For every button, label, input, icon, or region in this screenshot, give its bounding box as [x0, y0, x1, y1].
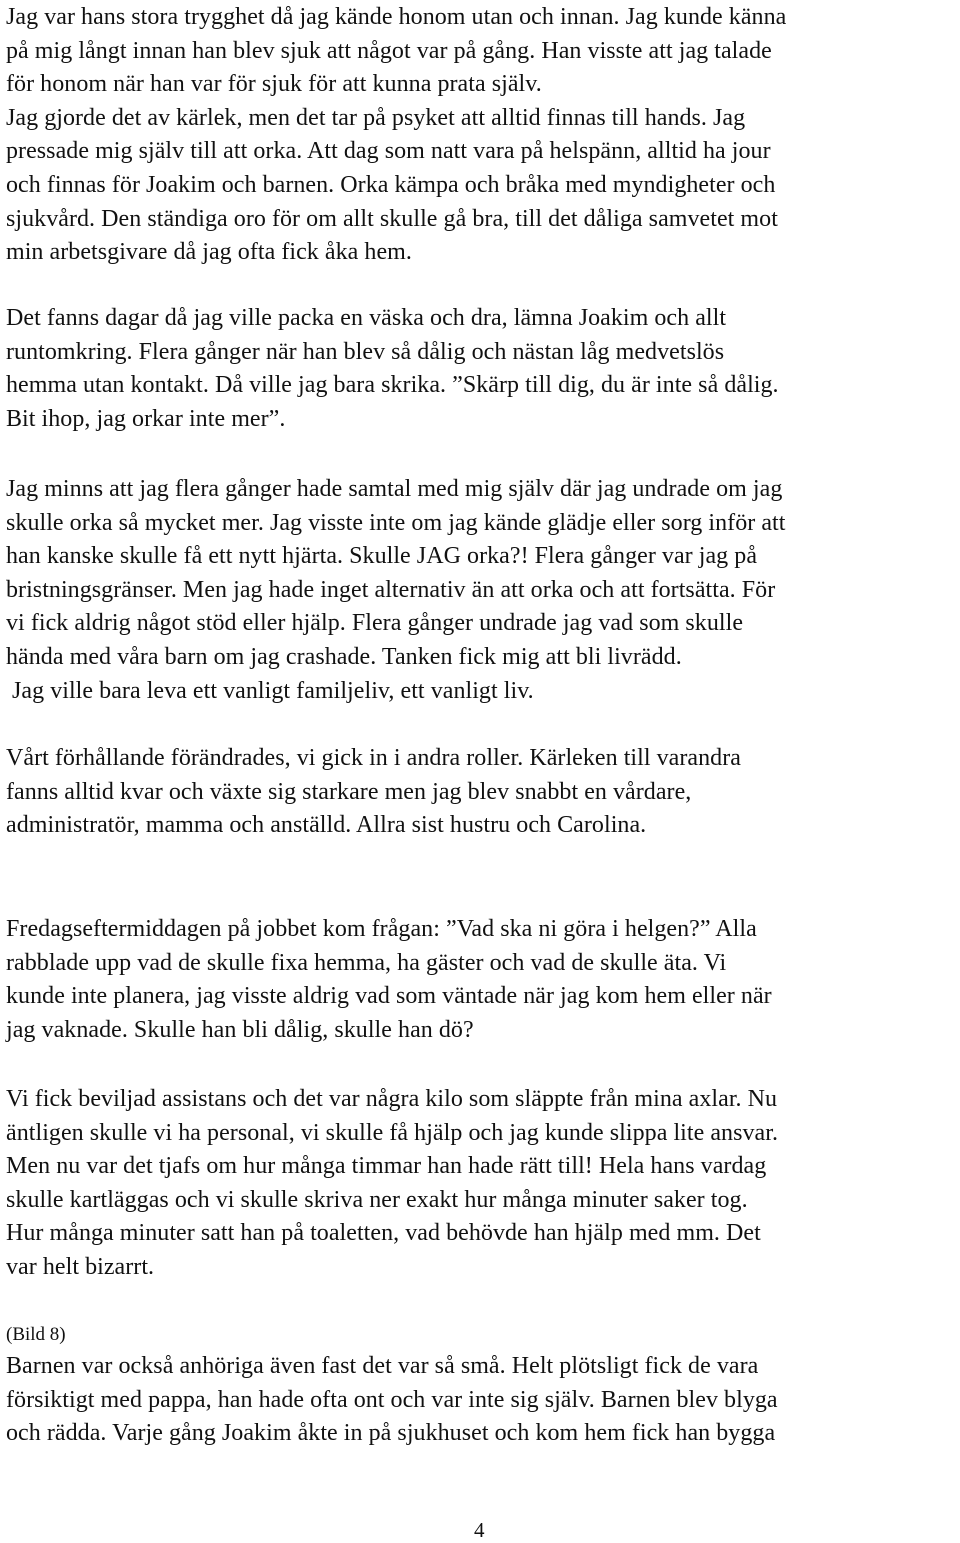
text-line: Vårt förhållande förändrades, vi gick in i andra roller. Kärleken till varandra — [6, 745, 741, 771]
text-line: Jag var hans stora trygghet då jag kände honom utan och innan. Jag kunde känna — [6, 4, 787, 30]
text-line: hemma utan kontakt. Då ville jag bara skrika. ”Skärp till dig, du är inte så dålig. — [6, 372, 779, 399]
paragraph — [6, 1, 956, 270]
text-line: bristningsgränser. Men jag hade inget alternativ än att orka och att fortsätta. För — [6, 576, 776, 603]
text-line: administratör, mamma och anställd. Allra sist hustru och Carolina. — [6, 812, 647, 839]
text-line: Barnen var också anhöriga även fast det var så små. Helt plötsligt fick de vara — [6, 1353, 759, 1379]
text-line: Jag minns att jag flera gånger hade samtal med mig själv där jag undrade om jag — [6, 476, 783, 502]
text-line: fanns alltid kvar och växte sig starkare men jag blev snabbt en vårdare, — [6, 778, 692, 805]
text-line: Jag gjorde det av kärlek, men det tar på psyket att alltid finnas till hands. Jag — [6, 104, 746, 131]
text-line: hända med våra barn om jag crashade. Tanken fick mig att bli livrädd. — [6, 643, 682, 670]
text-line: och rädda. Varje gång Joakim åkte in på sjukhuset och kom hem fick han bygga — [6, 1420, 776, 1447]
paragraph — [6, 742, 956, 843]
text-line: för honom när han var för sjuk för att kunna prata själv. — [6, 71, 542, 98]
text-line: vi fick aldrig något stöd eller hjälp. Flera gånger undrade jag vad som skulle — [6, 610, 744, 637]
text-line: kunde inte planera, jag visste aldrig vad som väntade när jag kom hem eller när — [6, 983, 772, 1010]
text-line: på mig långt innan han blev sjuk att något var på gång. Han visste att jag talade — [6, 37, 772, 64]
text-line: var helt bizarrt. — [6, 1253, 155, 1280]
text-line: runtomkring. Flera gånger när han blev så dålig och nästan låg medvetslös — [6, 338, 725, 365]
text-line: min arbetsgivare då jag ofta fick åka hem. — [6, 239, 412, 266]
paragraph — [6, 913, 956, 1047]
image-reference: (Bild 8) — [6, 1324, 66, 1345]
text-line: han kanske skulle få ett nytt hjärta. Skulle JAG orka?! Flera gånger var jag på — [6, 543, 758, 570]
text-line: Jag ville bara leva ett vanligt familjeliv, ett vanligt liv. — [12, 677, 534, 704]
text-line: äntligen skulle vi ha personal, vi skulle få hjälp och jag kunde slippa lite ansvar. — [6, 1119, 779, 1146]
text-line: försiktigt med pappa, han hade ofta ont och var inte sig själv. Barnen blev blyga — [6, 1386, 778, 1413]
page-number: 4 — [474, 1518, 485, 1542]
paragraph — [6, 1350, 956, 1451]
text-line: pressade mig själv till att orka. Att dag som natt vara på helspänn, alltid ha jour — [6, 138, 771, 165]
text-line: Det fanns dagar då jag ville packa en väska och dra, lämna Joakim och allt — [6, 305, 727, 331]
text-line: rabblade upp vad de skulle fixa hemma, ha gäster och vad de skulle äta. Vi — [6, 949, 727, 976]
text-line: jag vaknade. Skulle han bli dålig, skulle han dö? — [6, 1016, 474, 1043]
text-line: Men nu var det tjafs om hur många timmar han hade rätt till! Hela hans vardag — [6, 1153, 767, 1180]
paragraph — [6, 1083, 956, 1285]
text-line: Fredagseftermiddagen på jobbet kom frågan: ”Vad ska ni göra i helgen?” Alla — [6, 916, 757, 942]
text-line: Bit ihop, jag orkar inte mer”. — [6, 405, 286, 432]
text-line: sjukvård. Den ständiga oro för om allt skulle gå bra, till det dåliga samvetet mot — [6, 205, 778, 232]
paragraph — [6, 473, 956, 708]
text-line: skulle orka så mycket mer. Jag visste inte om jag kände glädje eller sorg inför att — [6, 509, 786, 536]
text-line: Vi fick beviljad assistans och det var några kilo som släppte från mina axlar. Nu — [6, 1086, 778, 1112]
text-line: Hur många minuter satt han på toaletten, vad behövde han hjälp med mm. Det — [6, 1220, 761, 1247]
text-line: skulle kartläggas och vi skulle skriva ner exakt hur många minuter saker tog. — [6, 1186, 748, 1213]
paragraph — [6, 302, 956, 436]
text-line: och finnas för Joakim och barnen. Orka kämpa och bråka med myndigheter och — [6, 171, 776, 198]
